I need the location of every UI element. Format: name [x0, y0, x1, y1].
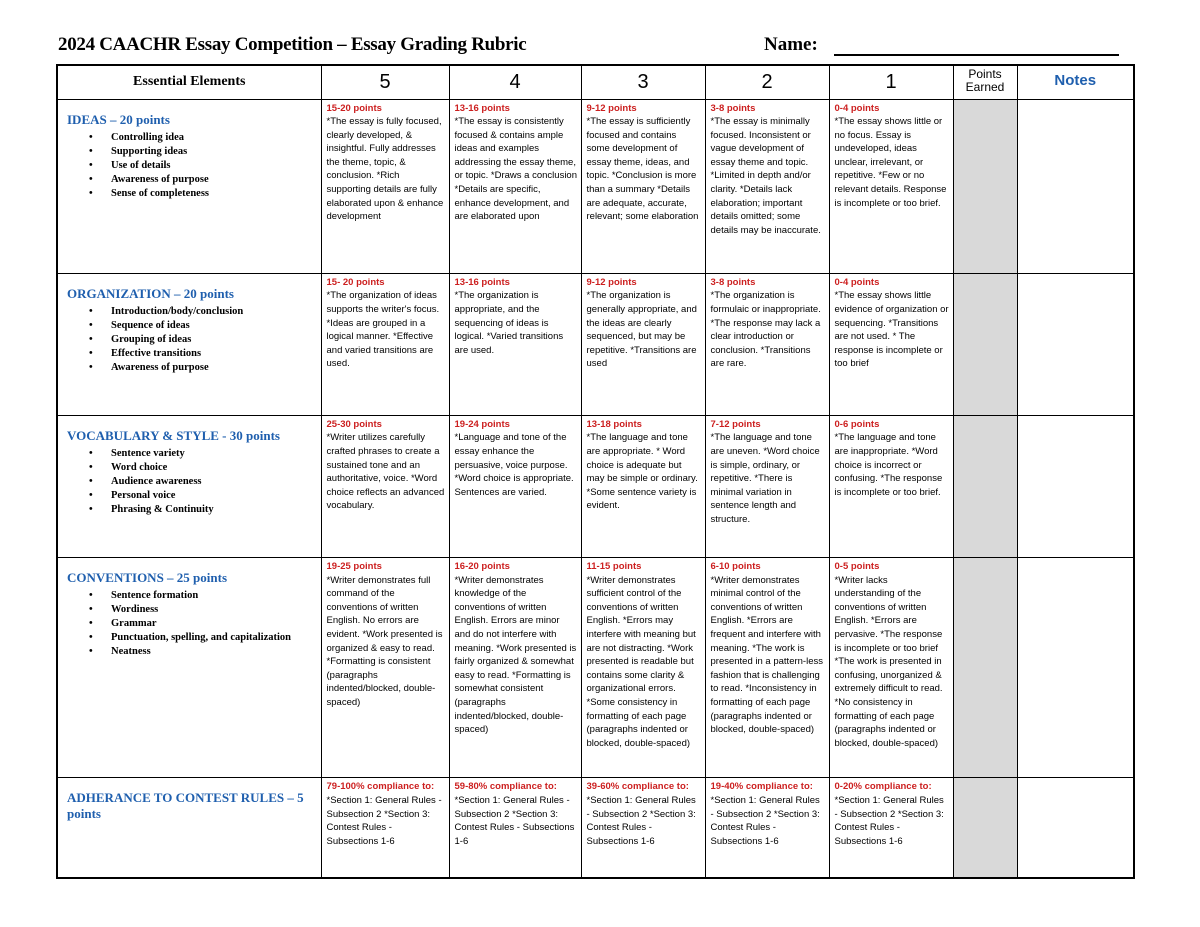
score-description: *The essay is fully focused, clearly developed, & insightful. Fully addresses the theme, topic, & conclusion. *Rich supporting details are fully elaborated upon & enhance development — [326, 116, 444, 223]
score-range: 39-60% compliance to: — [586, 781, 689, 793]
score-description: *The essay is sufficiently focused and contains some development of essay theme, ideas, and topic. *Conclusion is more than a summary *Details are adequate, accurate, relevant; some elaboration — [586, 116, 699, 223]
element-list-item: • Word choice — [111, 461, 317, 475]
rubric-row — [57, 558, 1134, 778]
score-cell — [321, 778, 449, 878]
score-cell — [581, 273, 705, 415]
score-cell — [829, 415, 953, 557]
element-title: IDEAS – 20 points — [67, 111, 170, 127]
score-range: 11-15 points — [586, 561, 642, 573]
score-cell — [829, 778, 953, 878]
score-cell — [705, 273, 829, 415]
header-row — [57, 65, 1134, 99]
score-range: 0-4 points — [834, 276, 880, 288]
score-cell — [321, 558, 449, 778]
score-cell — [829, 99, 953, 273]
score-cell — [449, 273, 581, 415]
score-description: *The organization is generally appropriate, and the ideas are clearly sequenced, but may be repetitive. *Transitions are used — [586, 290, 697, 370]
element-list-item: • Phrasing & Continuity — [111, 503, 317, 517]
points-earned-cell[interactable] — [953, 415, 1017, 557]
header-score-1: 1 — [829, 65, 953, 99]
score-range: 7-12 points — [710, 418, 761, 430]
rubric-row — [57, 273, 1134, 415]
score-description: *The organization is formulaic or inappropriate. *The response may lack a clear introduction or conclusion. *Transitions are rare. — [710, 290, 821, 370]
header-score-2: 2 — [705, 65, 829, 99]
header-points-earned: Points Earned — [953, 65, 1017, 99]
element-list-item: • Introduction/body/conclusion — [111, 305, 317, 319]
points-earned-cell[interactable] — [953, 558, 1017, 778]
score-description: *Writer demonstrates full command of the conventions of written English. No errors are evident. *Work presented is organized & easy to read. *Formatting is consistent (paragraphs indented/blocked, double-spaced) — [326, 574, 443, 708]
element-list-item: • Sentence formation — [111, 589, 317, 603]
page-header — [58, 34, 1138, 64]
score-cell — [581, 558, 705, 778]
element-list-item: • Supporting ideas — [111, 145, 317, 159]
notes-cell[interactable] — [1017, 99, 1134, 273]
score-description: *The essay is consistently focused & contains ample ideas and examples addressing the essay theme, or topic. *Draws a conclusion *Details are specific, enhance development, and are elaborated upon — [454, 116, 577, 223]
header-notes: Notes — [1017, 65, 1134, 99]
score-description: *Section 1: General Rules - Subsection 2 *Section 3: Contest Rules - Subsections 1-6 — [326, 794, 442, 847]
score-cell — [705, 778, 829, 878]
score-range: 19-24 points — [454, 418, 510, 430]
element-list-item: • Grammar — [111, 617, 317, 631]
notes-cell[interactable] — [1017, 778, 1134, 878]
name-line — [834, 54, 1119, 56]
score-cell — [581, 99, 705, 273]
score-cell — [449, 415, 581, 557]
score-range: 0-4 points — [834, 102, 880, 114]
notes-cell[interactable] — [1017, 558, 1134, 778]
score-description: *Section 1: General Rules - Subsection 2 *Section 3: Contest Rules - Subsections 1-6 — [454, 794, 575, 847]
score-description: *The essay is minimally focused. Inconsistent or vague development of essay theme and topic. *Limited in depth and/or clarity. *Details lack elaboration; important details omitted; some details may be inaccurate. — [710, 116, 821, 236]
score-cell — [581, 778, 705, 878]
score-description: *The organization is appropriate, and the sequencing of ideas is logical. *Varied transitions are used. — [454, 290, 564, 356]
element-list-item: • Grouping of ideas — [111, 333, 317, 347]
element-list-item: • Audience awareness — [111, 475, 317, 489]
points-earned-cell[interactable] — [953, 273, 1017, 415]
header-score-3: 3 — [581, 65, 705, 99]
score-range: 3-8 points — [710, 102, 756, 114]
element-title: VOCABULARY & STYLE - 30 points — [67, 427, 280, 443]
element-list-item: • Sense of completeness — [111, 187, 317, 201]
score-description: *The language and tone are uneven. *Word choice is simple, ordinary, or repetitive. *There is minimal variation in sentence length and structure. — [710, 432, 820, 526]
score-range: 9-12 points — [586, 276, 637, 288]
score-cell — [321, 99, 449, 273]
element-list-item: • Awareness of purpose — [111, 361, 317, 375]
score-range: 13-16 points — [454, 276, 510, 288]
score-range: 25-30 points — [326, 418, 382, 430]
element-list-item: • Wordiness — [111, 603, 317, 617]
points-earned-cell[interactable] — [953, 778, 1017, 878]
score-range: 0-6 points — [834, 418, 880, 430]
score-cell — [829, 558, 953, 778]
element-cell — [57, 99, 321, 273]
rubric-row — [57, 415, 1134, 557]
score-cell — [705, 99, 829, 273]
element-list — [67, 589, 317, 659]
score-description: *Writer lacks understanding of the conventions of written English. *Errors are pervasive. *The response is incomplete or too brief *The work is presented in confusing, unorganized & extremely difficult to read. *No consistency in formatting of each page (paragraphs indented or blocked, double-spaced) — [834, 574, 943, 749]
notes-cell[interactable] — [1017, 415, 1134, 557]
element-list-item: • Sentence variety — [111, 447, 317, 461]
score-cell — [829, 273, 953, 415]
score-description: *Writer demonstrates knowledge of the conventions of written English. Errors are minor and do not interfere with meaning. *Work presented is fairly organized & somewhat easy to read. *Formatting is somewhat consistent (paragraphs indented/blocked, double-spaced) — [454, 574, 577, 736]
header-score-5: 5 — [321, 65, 449, 99]
score-range: 9-12 points — [586, 102, 637, 114]
score-description: *Writer utilizes carefully crafted phrases to create a sustained tone and an authoritative, voice. *Word choice reflects an advanced vocabulary. — [326, 432, 445, 512]
name-label: Name: — [764, 34, 818, 55]
score-description: *Section 1: General Rules - Subsection 2 *Section 3: Contest Rules - Subsections 1-6 — [586, 794, 696, 847]
header-score-4: 4 — [449, 65, 581, 99]
element-list-item: • Personal voice — [111, 489, 317, 503]
notes-cell[interactable] — [1017, 273, 1134, 415]
score-range: 3-8 points — [710, 276, 756, 288]
score-range: 13-18 points — [586, 418, 642, 430]
rubric-row — [57, 778, 1134, 878]
page-title: 2024 CAACHR Essay Competition – Essay Grading Rubric — [58, 34, 527, 55]
element-title: CONVENTIONS – 25 points — [67, 570, 228, 586]
element-cell — [57, 778, 321, 878]
score-range: 0-20% compliance to: — [834, 781, 932, 793]
element-cell — [57, 558, 321, 778]
score-range: 15- 20 points — [326, 276, 385, 288]
element-list — [67, 131, 317, 201]
score-description: *The essay shows little or no focus. Essay is undeveloped, ideas unclear, irrelevant, or repetitive. *Few or no relevant details. Response is incomplete or too brief. — [834, 116, 947, 209]
points-earned-cell[interactable] — [953, 99, 1017, 273]
element-list-item: • Controlling idea — [111, 131, 317, 145]
score-cell — [321, 415, 449, 557]
score-description: *Section 1: General Rules - Subsection 2 *Section 3: Contest Rules - Subsections 1-6 — [710, 794, 820, 847]
element-list-item: • Neatness — [111, 645, 317, 659]
element-cell — [57, 273, 321, 415]
score-description: *The essay shows little evidence of organization or sequencing. *Transitions are not used. * The response is incomplete or too brief — [834, 290, 949, 370]
score-range: 6-10 points — [710, 561, 761, 573]
score-range: 0-5 points — [834, 561, 880, 573]
score-cell — [321, 273, 449, 415]
element-list — [67, 305, 317, 375]
element-list-item: • Punctuation, spelling, and capitalization — [111, 631, 317, 645]
score-cell — [449, 778, 581, 878]
element-cell — [57, 415, 321, 557]
element-title: ORGANIZATION – 20 points — [67, 285, 234, 301]
score-cell — [449, 99, 581, 273]
score-cell — [705, 415, 829, 557]
rubric-row — [57, 99, 1134, 273]
score-description: *The language and tone are inappropriate. *Word choice is incorrect or confusing. *The response is incomplete or too brief. — [834, 432, 943, 498]
score-range: 19-40% compliance to: — [710, 781, 813, 793]
score-description: *Section 1: General Rules - Subsection 2 *Section 3: Contest Rules - Subsections 1-6 — [834, 794, 944, 847]
score-range: 13-16 points — [454, 102, 510, 114]
header-essential-elements: Essential Elements — [57, 65, 321, 99]
score-range: 19-25 points — [326, 561, 382, 573]
score-cell — [449, 558, 581, 778]
element-list-item: • Use of details — [111, 159, 317, 173]
rubric-table — [56, 64, 1135, 879]
score-description: *Writer demonstrates sufficient control of the conventions of written English. *Errors may interfere with meaning but are not distracting. *Work presented is readable but contains some clarity & organizational errors. *Some consistency in formatting of each page (paragraphs indented or blocked, double-spaced) — [586, 574, 696, 749]
score-range: 16-20 points — [454, 561, 510, 573]
element-list-item: • Effective transitions — [111, 347, 317, 361]
score-cell — [705, 558, 829, 778]
element-list-item: • Awareness of purpose — [111, 173, 317, 187]
score-description: *The language and tone are appropriate. * Word choice is adequate but may be simple or ordinary. *Some sentence variety is evident. — [586, 432, 698, 512]
score-description: *Writer demonstrates minimal control of the conventions of written English. *Errors are frequent and interfere with meaning. *The work is presented in a pattern-less fashion that is challenging to read. *Inconsistency in formatting of each page (paragraphs indented or blocked, double-spaced) — [710, 574, 823, 736]
score-description: *Language and tone of the essay enhance the persuasive, voice purpose. *Word choice is appropriate. Sentences are varied. — [454, 432, 574, 498]
element-list — [67, 447, 317, 517]
element-title: ADHERANCE TO CONTEST RULES – 5 points — [67, 790, 304, 822]
score-range: 15-20 points — [326, 102, 382, 114]
score-range: 59-80% compliance to: — [454, 781, 557, 793]
score-range: 79-100% compliance to: — [326, 781, 435, 793]
score-cell — [581, 415, 705, 557]
score-description: *The organization of ideas supports the writer's focus. *Ideas are grouped in a logical manner. *Effective and varied transitions are used. — [326, 290, 440, 370]
element-list-item: • Sequence of ideas — [111, 319, 317, 333]
